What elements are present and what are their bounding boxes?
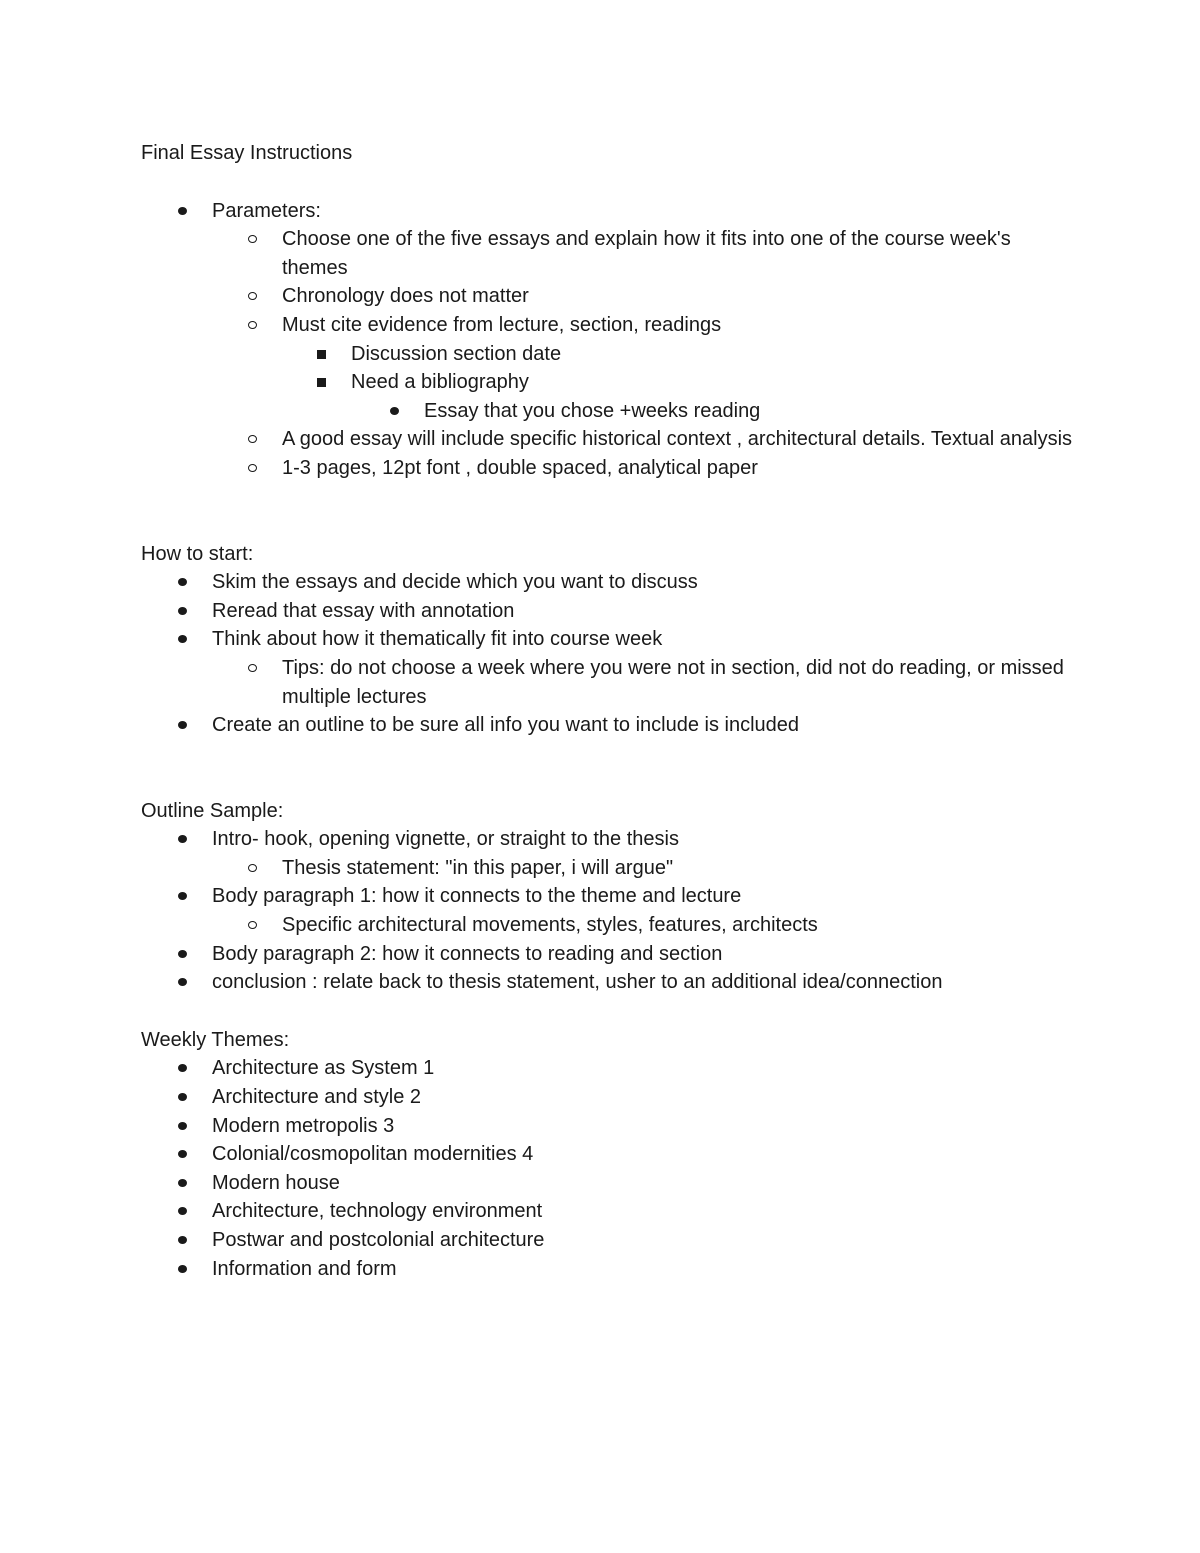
list-item-text: Architecture and style 2	[212, 1086, 421, 1109]
bullet-dot-icon	[178, 197, 212, 226]
list-item-text: Skim the essays and decide which you want to discuss	[212, 571, 698, 594]
section-heading-weekly-themes: Weekly Themes:	[141, 1028, 290, 1051]
list-item	[141, 225, 1081, 282]
list-item	[141, 425, 1081, 454]
bullet-dot-icon	[178, 568, 212, 597]
list-item-text: 1-3 pages, 12pt font , double spaced, analytical paper	[282, 456, 758, 479]
list-item	[141, 882, 1081, 911]
list-item	[141, 711, 1081, 740]
list-item-text: Postwar and postcolonial architecture	[212, 1229, 545, 1251]
section-heading-how-to-start: How to start:	[141, 542, 254, 565]
list-item	[141, 368, 1081, 397]
bullet-ring-icon	[248, 282, 282, 311]
bullet-square-icon	[317, 340, 351, 369]
list-item	[141, 568, 1081, 597]
list-item	[141, 968, 1081, 997]
list-item	[141, 282, 1081, 311]
list-item-text: Thesis statement: "in this paper, i will argue"	[282, 856, 674, 879]
bullet-dot-icon	[178, 825, 212, 854]
list-item	[141, 397, 1081, 426]
list-item	[141, 911, 1081, 940]
list-item-text: Specific architectural movements, styles, features, architects	[282, 914, 818, 937]
bullet-ring-icon	[248, 654, 282, 683]
bullet-ring-icon	[248, 311, 282, 340]
list-item	[141, 1083, 1081, 1112]
list-item	[141, 454, 1081, 483]
list-item	[141, 1112, 1081, 1141]
list-item-text: A good essay will include specific historical context , architectural details. Textual analysis	[282, 428, 1073, 451]
list-item	[141, 1255, 1081, 1284]
list-item-parameters	[141, 197, 1081, 226]
list-item-text: Information and form	[212, 1257, 397, 1280]
section-heading-outline-sample: Outline Sample:	[141, 799, 284, 822]
list-item	[141, 1226, 1081, 1255]
list-item	[141, 1054, 1081, 1083]
list-item	[141, 1140, 1081, 1169]
document-title: Final Essay Instructions	[141, 142, 353, 164]
bullet-dot-icon	[178, 1169, 212, 1198]
bullet-dot-icon	[178, 711, 212, 740]
list-item-text: Modern metropolis 3	[212, 1114, 395, 1137]
bullet-dot-icon	[178, 1112, 212, 1141]
bullet-ring-icon	[248, 854, 282, 883]
bullet-dot-icon	[178, 882, 212, 911]
bullet-ring-icon	[248, 911, 282, 940]
bullet-ring-icon	[248, 425, 282, 454]
bullet-square-icon	[317, 368, 351, 397]
list-item-text: Colonial/cosmopolitan modernities 4	[212, 1143, 534, 1166]
bullet-dot-icon	[178, 1255, 212, 1284]
list-item	[141, 1169, 1081, 1198]
list-item	[141, 854, 1081, 883]
list-item	[141, 940, 1081, 969]
spacer	[141, 740, 1081, 797]
list-item-text: Architecture, technology environment	[212, 1200, 543, 1223]
bullet-ring-icon	[248, 454, 282, 483]
list-item-text: Body paragraph 2: how it connects to reading and section	[212, 942, 723, 965]
list-item	[141, 597, 1081, 626]
bullet-dot-icon	[178, 1054, 212, 1083]
bullet-dot-icon	[178, 625, 212, 654]
list-item	[141, 1197, 1081, 1226]
bullet-dot-icon	[390, 397, 424, 426]
list-item	[141, 625, 1081, 654]
document-page	[141, 139, 1081, 1283]
bullet-dot-icon	[178, 968, 212, 997]
list-item-text: Discussion section date	[351, 342, 562, 365]
list-item-text: Tips: do not choose a week where you were not in section, did not do reading, or missed multiple lectures	[282, 656, 1064, 708]
list-item	[141, 654, 1081, 711]
list-item-text: Essay that you chose +weeks reading	[424, 399, 761, 422]
bullet-dot-icon	[178, 1083, 212, 1112]
bullet-dot-icon	[178, 597, 212, 626]
spacer	[141, 168, 1081, 197]
list-item-text: Must cite evidence from lecture, section, readings	[282, 313, 722, 336]
list-item-text: Modern house	[212, 1171, 340, 1194]
list-item-text: conclusion : relate back to thesis statement, usher to an additional idea/connection	[212, 971, 943, 994]
bullet-dot-icon	[178, 940, 212, 969]
list-item-text: Think about how it thematically fit into course week	[212, 628, 663, 651]
bullet-dot-icon	[178, 1197, 212, 1226]
list-item	[141, 311, 1081, 340]
list-item	[141, 340, 1081, 369]
list-item-text: Intro- hook, opening vignette, or straight to the thesis	[212, 828, 679, 851]
spacer	[141, 997, 1081, 1026]
list-item-text: Chronology does not matter	[282, 285, 529, 308]
list-item-text: Create an outline to be sure all info you want to include is included	[212, 714, 800, 737]
list-item-text: Reread that essay with annotation	[212, 599, 515, 622]
bullet-dot-icon	[178, 1140, 212, 1169]
list-item-text: Parameters:	[212, 199, 321, 222]
list-item-text: Need a bibliography	[351, 371, 529, 394]
list-item-text: Architecture as System 1	[212, 1057, 435, 1080]
spacer	[141, 483, 1081, 540]
bullet-dot-icon	[178, 1226, 212, 1255]
list-item-text: Choose one of the five essays and explain how it fits into one of the course week's themes	[282, 228, 1011, 279]
list-item-text: Body paragraph 1: how it connects to the theme and lecture	[212, 885, 742, 908]
bullet-ring-icon	[248, 225, 282, 254]
list-item	[141, 825, 1081, 854]
